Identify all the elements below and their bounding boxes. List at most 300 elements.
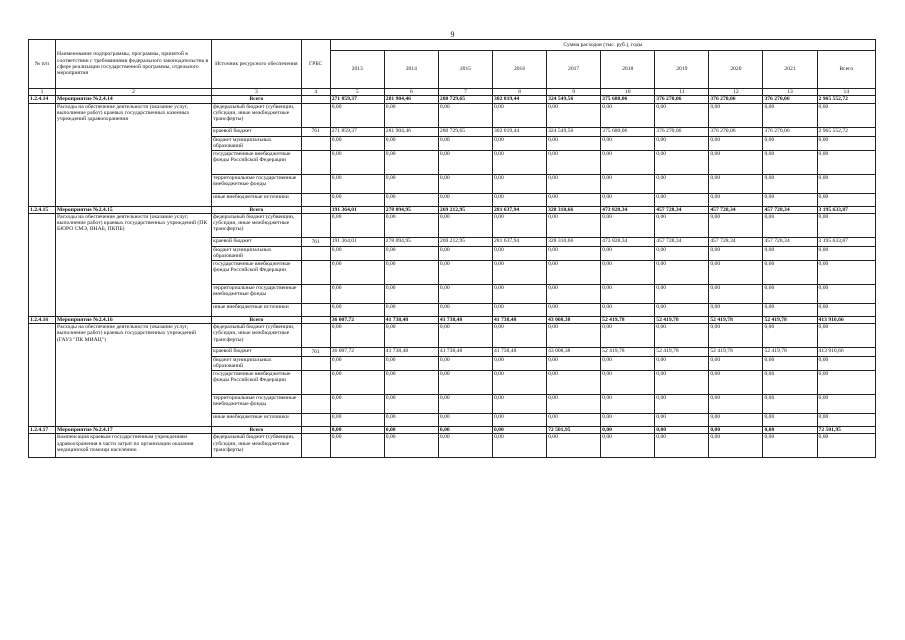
amount-cell: 0,00 (601, 414, 655, 427)
amount-cell: 0,00 (438, 284, 492, 303)
amount-cell: 0,00 (492, 303, 546, 316)
amount-cell: 376 270,06 (655, 127, 709, 136)
amount-cell: 0,00 (330, 434, 384, 458)
amount-cell: 0,00 (709, 414, 763, 427)
funding-source: краевой бюджет (212, 127, 301, 136)
amount-cell: 0,00 (492, 246, 546, 260)
amount-cell: 2 965 552,72 (817, 127, 875, 136)
amount-cell: 281 904,46 (384, 96, 438, 103)
amount-cell: 0,00 (709, 174, 763, 193)
amount-cell: 0,00 (384, 284, 438, 303)
amount-cell: 0,00 (763, 303, 817, 316)
grbs-code (301, 193, 330, 206)
amount-cell: 0,00 (492, 395, 546, 414)
amount-cell: 0,00 (330, 357, 384, 371)
amount-cell: 0,00 (384, 136, 438, 150)
amount-cell: 0,00 (709, 193, 763, 206)
column-number: 8 (492, 89, 546, 96)
amount-cell: 0,00 (438, 414, 492, 427)
amount-cell: 0,00 (817, 324, 875, 348)
amount-cell: 191 364,01 (330, 206, 384, 213)
grbs-code (301, 213, 330, 237)
grbs-code (301, 395, 330, 414)
amount-cell: 0,00 (384, 174, 438, 193)
measure-title: Мероприятие №2.4.14 (56, 96, 212, 103)
amount-cell: 0,00 (601, 395, 655, 414)
funding-source: Всего (212, 427, 301, 434)
amount-cell: 457 728,34 (763, 206, 817, 213)
header-grbs: ГРБС (301, 40, 330, 89)
amount-cell: 52 419,78 (601, 348, 655, 357)
amount-cell: 0,00 (547, 434, 601, 458)
amount-cell: 0,00 (330, 303, 384, 316)
amount-cell: 41 738,48 (438, 316, 492, 323)
amount-cell: 0,00 (438, 371, 492, 395)
amount-cell: 0,00 (655, 303, 709, 316)
amount-cell: 0,00 (763, 284, 817, 303)
amount-cell: 52 419,78 (763, 316, 817, 323)
amount-cell: 269 212,95 (438, 237, 492, 246)
column-number: 2 (56, 89, 212, 96)
funding-source: краевой бюджет (212, 237, 301, 246)
amount-cell: 278 094,95 (384, 237, 438, 246)
amount-cell: 0,00 (601, 150, 655, 174)
funding-source: государственные внебюджетные фонды Российской Федерации (212, 150, 301, 174)
funding-source: Всего (212, 316, 301, 323)
amount-cell: 0,00 (547, 260, 601, 284)
amount-cell: 0,00 (763, 260, 817, 284)
amount-cell: 271 859,37 (330, 96, 384, 103)
column-number: 13 (763, 89, 817, 96)
measure-title: Мероприятие №2.4.15 (56, 206, 212, 213)
amount-cell: 0,00 (492, 324, 546, 348)
amount-cell: 0,00 (384, 303, 438, 316)
amount-cell: 0,00 (384, 395, 438, 414)
amount-cell: 0,00 (330, 371, 384, 395)
year-header: 2021 (763, 51, 817, 89)
amount-cell: 0,00 (384, 324, 438, 348)
funding-source: иные внебюджетные источники (212, 193, 301, 206)
amount-cell: 0,00 (655, 103, 709, 127)
amount-cell: 0,00 (492, 371, 546, 395)
amount-cell: 0,00 (763, 324, 817, 348)
funding-source: бюджет муниципальных образований (212, 246, 301, 260)
amount-cell: 0,00 (438, 136, 492, 150)
amount-cell: 0,00 (763, 174, 817, 193)
amount-cell: 324 549,56 (547, 96, 601, 103)
amount-cell: 0,00 (655, 395, 709, 414)
measure-number-cell (29, 103, 56, 206)
amount-cell: 0,00 (601, 427, 655, 434)
measure-number: 1.2.4.17 (29, 427, 56, 434)
amount-cell: 0,00 (547, 213, 601, 237)
funding-source: территориальные государственные внебюджетные фонды (212, 284, 301, 303)
amount-cell: 72 501,95 (817, 427, 875, 434)
amount-cell: 0,00 (330, 324, 384, 348)
amount-cell: 0,00 (655, 260, 709, 284)
amount-cell: 0,00 (492, 260, 546, 284)
amount-cell: 0,00 (655, 371, 709, 395)
amount-cell: 0,00 (492, 427, 546, 434)
amount-cell: 0,00 (547, 395, 601, 414)
measure-number: 1.2.4.16 (29, 316, 56, 323)
amount-cell: 0,00 (384, 260, 438, 284)
amount-cell: 0,00 (655, 213, 709, 237)
amount-cell: 0,00 (438, 260, 492, 284)
amount-cell: 43 008,38 (547, 348, 601, 357)
table-row (29, 427, 876, 434)
grbs-code (301, 103, 330, 127)
measure-number-cell (29, 324, 56, 427)
amount-cell: 0,00 (709, 324, 763, 348)
grbs-code: 761 (301, 348, 330, 357)
amount-cell: 36 007,72 (330, 348, 384, 357)
table-row (29, 324, 876, 348)
amount-cell: 0,00 (330, 213, 384, 237)
year-header: 2013 (330, 51, 384, 89)
amount-cell: 0,00 (438, 427, 492, 434)
amount-cell: 376 270,06 (763, 96, 817, 103)
amount-cell: 0,00 (709, 395, 763, 414)
amount-cell: 0,00 (601, 371, 655, 395)
amount-cell: 0,00 (492, 434, 546, 458)
amount-cell: 0,00 (655, 357, 709, 371)
amount-cell: 0,00 (817, 434, 875, 458)
amount-cell: 41 738,48 (384, 316, 438, 323)
amount-cell: 72 501,95 (547, 427, 601, 434)
amount-cell: 0,00 (384, 213, 438, 237)
amount-cell: 0,00 (547, 357, 601, 371)
amount-cell: 271 859,37 (330, 127, 384, 136)
amount-cell: 0,00 (330, 136, 384, 150)
amount-cell: 0,00 (547, 103, 601, 127)
amount-cell: 0,00 (384, 150, 438, 174)
amount-cell: 0,00 (817, 213, 875, 237)
amount-cell: 0,00 (438, 213, 492, 237)
amount-cell: 376 270,06 (763, 127, 817, 136)
amount-cell: 0,00 (763, 414, 817, 427)
amount-cell: 0,00 (384, 371, 438, 395)
amount-cell: 0,00 (547, 193, 601, 206)
table-row (29, 434, 876, 458)
amount-cell: 0,00 (655, 427, 709, 434)
amount-cell: 0,00 (330, 174, 384, 193)
amount-cell: 280 729,65 (438, 127, 492, 136)
amount-cell: 0,00 (817, 260, 875, 284)
year-header: 2015 (438, 51, 492, 89)
amount-cell: 0,00 (438, 434, 492, 458)
measure-description: Расходы на обеспечение деятельности (оказание услуг, выполнение работ) краевых государственных учреждений (ПК БЮРО СМЭ, ВНАБ, ПКПБ) (56, 213, 212, 316)
amount-cell: 0,00 (601, 324, 655, 348)
amount-cell: 41 738,48 (492, 316, 546, 323)
grbs-code (301, 96, 330, 103)
grbs-code (301, 316, 330, 323)
year-header: 2014 (384, 51, 438, 89)
amount-cell: 413 910,66 (817, 348, 875, 357)
amount-cell: 0,00 (817, 357, 875, 371)
amount-cell: 0,00 (492, 174, 546, 193)
amount-cell: 457 728,34 (709, 237, 763, 246)
funding-source: федеральный бюджет (субвенции, субсидии, иные межбюджетные трансферты) (212, 103, 301, 127)
amount-cell: 0,00 (709, 103, 763, 127)
amount-cell: 328 310,66 (547, 206, 601, 213)
amount-cell: 0,00 (601, 284, 655, 303)
funding-source: иные внебюджетные источники (212, 303, 301, 316)
column-number: 14 (817, 89, 875, 96)
year-header: 2019 (655, 51, 709, 89)
funding-source: государственные внебюджетные фонды Российской Федерации (212, 371, 301, 395)
table-header (29, 40, 876, 96)
amount-cell: 0,00 (330, 427, 384, 434)
amount-cell: 0,00 (492, 213, 546, 237)
amount-cell: 0,00 (655, 324, 709, 348)
grbs-code (301, 284, 330, 303)
amount-cell: 0,00 (330, 284, 384, 303)
column-number: 11 (655, 89, 709, 96)
table-row (29, 103, 876, 127)
amount-cell: 0,00 (330, 150, 384, 174)
grbs-code (301, 427, 330, 434)
amount-cell: 281 637,94 (492, 206, 546, 213)
grbs-code (301, 174, 330, 193)
amount-cell: 3 195 633,87 (817, 206, 875, 213)
amount-cell: 0,00 (438, 150, 492, 174)
measure-description: Расходы на обеспечение деятельности (оказание услуг, выполнение работ) краевых государственных казенных учреждений здравоохранения (56, 103, 212, 206)
funding-source: федеральный бюджет (субвенции, субсидии, иные межбюджетные трансферты) (212, 324, 301, 348)
amount-cell: 0,00 (492, 414, 546, 427)
page-number: 9 (450, 30, 455, 39)
table-row (29, 96, 876, 103)
amount-cell: 0,00 (384, 246, 438, 260)
year-header: 2018 (601, 51, 655, 89)
amount-cell: 0,00 (817, 150, 875, 174)
header-name: Наименование подпрограммы, программы, принятой в соответствии с требованиями федерального законодательства в сфере реализации государственной программы, отдельного мероприятия (56, 40, 212, 89)
amount-cell: 0,00 (547, 284, 601, 303)
year-header: 2016 (492, 51, 546, 89)
amount-cell: 0,00 (330, 414, 384, 427)
column-number: 12 (709, 89, 763, 96)
amount-cell: 0,00 (547, 414, 601, 427)
measure-number-cell (29, 213, 56, 316)
amount-cell: 0,00 (709, 427, 763, 434)
amount-cell: 0,00 (547, 324, 601, 348)
amount-cell: 0,00 (655, 150, 709, 174)
amount-cell: 375 680,06 (601, 127, 655, 136)
amount-cell: 0,00 (817, 414, 875, 427)
amount-cell: 0,00 (709, 357, 763, 371)
amount-cell: 473 828,34 (601, 237, 655, 246)
amount-cell: 0,00 (492, 193, 546, 206)
measure-description: Компенсация краевым государственным учреждениям здравоохранения в части затрат по организации оказания медицинской помощи населению (56, 434, 212, 458)
amount-cell: 280 729,65 (438, 96, 492, 103)
amount-cell: 0,00 (817, 103, 875, 127)
amount-cell: 0,00 (438, 357, 492, 371)
column-number: 5 (330, 89, 384, 96)
funding-source: бюджет муниципальных образований (212, 136, 301, 150)
funding-source: федеральный бюджет (субвенции, субсидии, иные межбюджетные трансферты) (212, 213, 301, 237)
amount-cell: 0,00 (492, 150, 546, 174)
amount-cell: 473 828,34 (601, 206, 655, 213)
amount-cell: 328 310,66 (547, 237, 601, 246)
grbs-code (301, 150, 330, 174)
amount-cell: 376 270,06 (709, 127, 763, 136)
column-number: 1 (29, 89, 56, 96)
table-row (29, 213, 876, 237)
amount-cell: 0,00 (601, 103, 655, 127)
amount-cell: 0,00 (817, 136, 875, 150)
amount-cell: 0,00 (763, 246, 817, 260)
amount-cell: 0,00 (817, 174, 875, 193)
amount-cell: 0,00 (709, 150, 763, 174)
amount-cell: 0,00 (601, 357, 655, 371)
amount-cell: 0,00 (330, 103, 384, 127)
grbs-code (301, 136, 330, 150)
amount-cell: 2 965 552,72 (817, 96, 875, 103)
table-row (29, 206, 876, 213)
amount-cell: 0,00 (817, 371, 875, 395)
amount-cell: 0,00 (817, 395, 875, 414)
funding-source: территориальные государственные внебюджетные фонды (212, 174, 301, 193)
amount-cell: 0,00 (438, 246, 492, 260)
budget-table (28, 39, 876, 458)
measure-description: Расходы на обеспечение деятельности (оказание услуг, выполнение работ) краевых государственных учреждений (ГАУЗ "ПК МИАЦ") (56, 324, 212, 427)
amount-cell: 375 680,06 (601, 96, 655, 103)
amount-cell: 0,00 (709, 213, 763, 237)
amount-cell: 281 637,94 (492, 237, 546, 246)
header-source: Источник ресурсного обеспечения (212, 40, 301, 89)
amount-cell: 52 419,78 (709, 348, 763, 357)
amount-cell: 0,00 (655, 414, 709, 427)
amount-cell: 0,00 (438, 324, 492, 348)
amount-cell: 376 270,06 (709, 96, 763, 103)
grbs-code: 761 (301, 127, 330, 136)
amount-cell: 0,00 (817, 303, 875, 316)
amount-cell: 0,00 (655, 434, 709, 458)
funding-source: территориальные государственные внебюджетные фонды (212, 395, 301, 414)
funding-source: Всего (212, 206, 301, 213)
measure-number: 1.2.4.14 (29, 96, 56, 103)
amount-cell: 302 019,44 (492, 96, 546, 103)
amount-cell: 0,00 (601, 246, 655, 260)
amount-cell: 0,00 (709, 136, 763, 150)
amount-cell: 0,00 (709, 260, 763, 284)
amount-cell: 0,00 (601, 193, 655, 206)
amount-cell: 457 728,34 (709, 206, 763, 213)
amount-cell: 0,00 (384, 357, 438, 371)
year-header: 2017 (547, 51, 601, 89)
year-header: Всего (817, 51, 875, 89)
amount-cell: 0,00 (547, 371, 601, 395)
amount-cell: 0,00 (709, 303, 763, 316)
year-header: 2020 (709, 51, 763, 89)
amount-cell: 0,00 (655, 193, 709, 206)
grbs-code (301, 357, 330, 371)
amount-cell: 302 019,44 (492, 127, 546, 136)
funding-source: бюджет муниципальных образований (212, 357, 301, 371)
grbs-code (301, 324, 330, 348)
amount-cell: 0,00 (330, 260, 384, 284)
amount-cell: 0,00 (763, 213, 817, 237)
amount-cell: 0,00 (655, 246, 709, 260)
measure-title: Мероприятие №2.4.16 (56, 316, 212, 323)
column-number: 6 (384, 89, 438, 96)
amount-cell: 0,00 (763, 427, 817, 434)
amount-cell: 0,00 (601, 303, 655, 316)
amount-cell: 0,00 (763, 150, 817, 174)
amount-cell: 413 910,66 (817, 316, 875, 323)
amount-cell: 52 419,78 (763, 348, 817, 357)
amount-cell: 0,00 (492, 136, 546, 150)
measure-number-cell (29, 434, 56, 458)
amount-cell: 52 419,78 (709, 316, 763, 323)
amount-cell: 0,00 (438, 174, 492, 193)
amount-cell: 52 419,78 (601, 316, 655, 323)
amount-cell: 191 364,01 (330, 237, 384, 246)
amount-cell: 0,00 (817, 193, 875, 206)
amount-cell: 0,00 (438, 395, 492, 414)
measure-title: Мероприятие №2.4.17 (56, 427, 212, 434)
amount-cell: 0,00 (709, 284, 763, 303)
grbs-code: 761 (301, 237, 330, 246)
amount-cell: 0,00 (601, 260, 655, 284)
amount-cell: 0,00 (655, 136, 709, 150)
grbs-code (301, 371, 330, 395)
column-number: 3 (212, 89, 301, 96)
grbs-code (301, 206, 330, 213)
amount-cell: 41 738,48 (492, 348, 546, 357)
header-sum-title: Сумма расходов (тыс. руб.), годы (330, 40, 875, 51)
amount-cell: 457 728,34 (655, 206, 709, 213)
funding-source: федеральный бюджет (субвенции, субсидии, иные межбюджетные трансферты) (212, 434, 301, 458)
amount-cell: 3 195 633,87 (817, 237, 875, 246)
amount-cell: 457 728,34 (655, 237, 709, 246)
amount-cell: 0,00 (330, 246, 384, 260)
amount-cell: 0,00 (330, 395, 384, 414)
funding-source: иные внебюджетные источники (212, 414, 301, 427)
amount-cell: 52 419,78 (655, 348, 709, 357)
grbs-code (301, 246, 330, 260)
amount-cell: 0,00 (547, 303, 601, 316)
amount-cell: 0,00 (492, 103, 546, 127)
amount-cell: 0,00 (763, 395, 817, 414)
table-row (29, 316, 876, 323)
amount-cell: 0,00 (492, 284, 546, 303)
column-number: 7 (438, 89, 492, 96)
amount-cell: 0,00 (384, 427, 438, 434)
amount-cell: 457 728,34 (763, 237, 817, 246)
column-number: 4 (301, 89, 330, 96)
amount-cell: 0,00 (438, 303, 492, 316)
amount-cell: 0,00 (763, 371, 817, 395)
amount-cell: 0,00 (763, 103, 817, 127)
amount-cell: 0,00 (384, 434, 438, 458)
amount-cell: 269 212,95 (438, 206, 492, 213)
amount-cell: 376 270,06 (655, 96, 709, 103)
amount-cell: 0,00 (817, 284, 875, 303)
grbs-code (301, 303, 330, 316)
amount-cell: 41 738,48 (384, 348, 438, 357)
amount-cell: 0,00 (438, 193, 492, 206)
amount-cell: 0,00 (817, 246, 875, 260)
amount-cell: 0,00 (655, 284, 709, 303)
grbs-code (301, 414, 330, 427)
amount-cell: 52 419,78 (655, 316, 709, 323)
grbs-code (301, 260, 330, 284)
amount-cell: 0,00 (601, 136, 655, 150)
amount-cell: 0,00 (547, 174, 601, 193)
amount-cell: 0,00 (384, 193, 438, 206)
amount-cell: 0,00 (438, 103, 492, 127)
